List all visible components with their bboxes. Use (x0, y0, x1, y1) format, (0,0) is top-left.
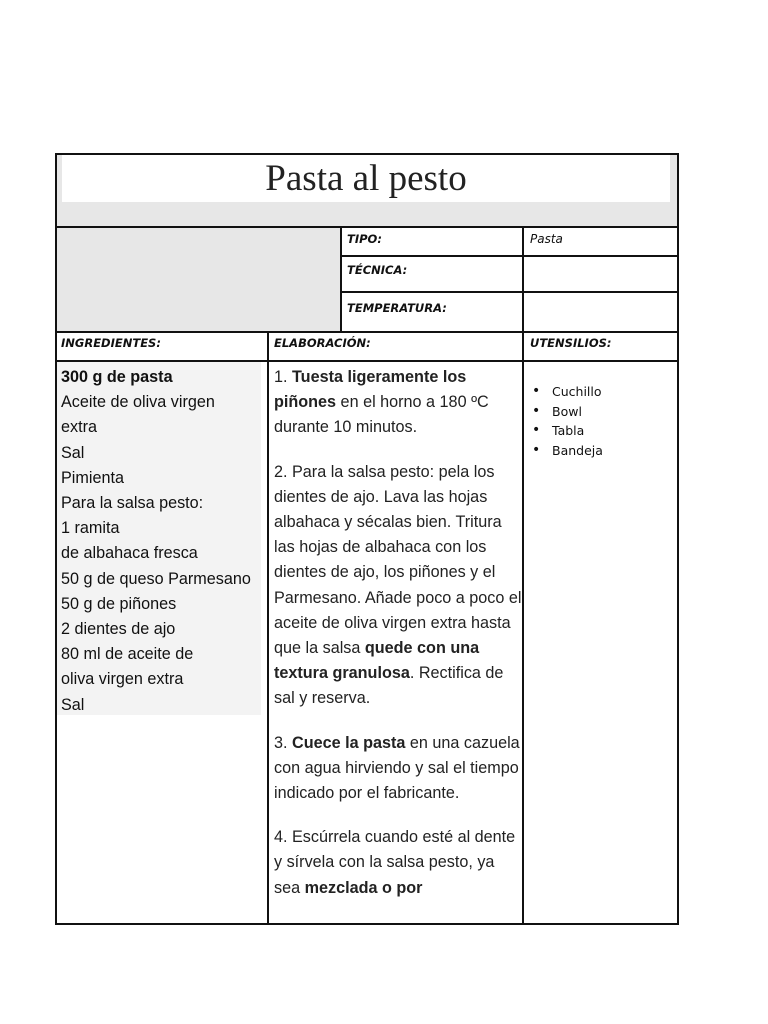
recipe-card (55, 153, 679, 925)
ingredient-item: 50 g de queso Parmesano (61, 569, 251, 588)
ingredient-item: oliva virgen extra (61, 670, 184, 689)
step-3-text: en una cazuela con agua hirviendo y sal el tiempo indicado por el fabricante. (274, 733, 520, 803)
utensil-item: • Cuchillo (532, 382, 672, 402)
step-3-emphasis: Cuece la pasta (292, 733, 406, 752)
step-4-text: 4. Escúrrela cuando esté al dente y sírvela con la salsa pesto, ya sea (274, 828, 516, 897)
step-3 (274, 731, 522, 807)
ingredient-item: 80 ml de aceite de (61, 645, 194, 664)
ingredientes-header: INGREDIENTES: (61, 336, 161, 350)
step-1-emphasis: Tuesta ligeramente los piñones (274, 368, 467, 412)
ingredient-item: de albahaca fresca (61, 544, 198, 563)
ingredient-item: 2 dientes de ajo (61, 620, 176, 639)
divider-tipo (341, 255, 679, 257)
border-bottom (55, 923, 679, 925)
ingredient-item: Sal (61, 695, 85, 714)
tecnica-label: TÉCNICA: (347, 263, 408, 277)
ingredient-item: 1 ramita (61, 519, 120, 538)
vline-utensils (522, 227, 524, 925)
step-2-text-end: . Rectifica de sal y reserva. (274, 664, 504, 708)
ingredient-item: Para la salsa pesto: (61, 494, 204, 513)
ingredient-item: Sal (61, 443, 85, 462)
ingredients-list (61, 365, 271, 718)
border-right (677, 153, 679, 925)
step-2-emphasis: quede con una textura granulosa (274, 639, 480, 683)
border-left (55, 153, 57, 925)
utensil-item: • Bandeja (532, 441, 672, 461)
elaboracion-header: ELABORACIÓN: (274, 336, 371, 350)
utensil-item: • Bowl (532, 402, 672, 422)
utensilios-header: UTENSILIOS: (530, 336, 612, 350)
divider-fields (55, 331, 679, 333)
tipo-value: Pasta (530, 232, 563, 246)
divider-headers (55, 360, 679, 362)
step-4-emphasis: mezclada o por (304, 878, 423, 897)
step-4 (274, 825, 522, 901)
divider-tecnica (341, 291, 679, 293)
utensils-list (532, 382, 672, 460)
temperatura-label: TEMPERATURA: (347, 301, 447, 315)
image-placeholder-block (55, 227, 342, 332)
step-1-text: en el horno a 180 ºC durante 10 minutos. (274, 393, 489, 437)
ingredient-item: 50 g de piñones (61, 594, 177, 613)
elaboration-steps (274, 365, 522, 923)
step-1-number: 1. (274, 368, 292, 386)
vline-fields-1 (340, 227, 342, 332)
ingredient-item: 300 g de pasta (61, 368, 173, 386)
ingredient-item: Pimienta (61, 468, 124, 487)
utensil-item: • Tabla (532, 421, 672, 441)
ingredient-item: extra (61, 418, 97, 437)
recipe-title: Pasta al pesto (62, 155, 670, 202)
step-1 (274, 365, 522, 441)
step-3-number: 3. (274, 733, 292, 752)
step-2-text: 2. Para la salsa pesto: pela los dientes de ajo. Lava las hojas albahaca y sécalas bien. Tritura las hojas de albahaca con los dientes de ajo, los piñones y el Parmesano. Añade poco a poco el aceite de oliva virgen extra hasta que la salsa (274, 462, 522, 658)
border-top (55, 153, 679, 155)
divider-title (55, 226, 679, 228)
tipo-label: TIPO: (347, 232, 382, 246)
step-2 (274, 460, 522, 712)
ingredient-item: Aceite de oliva virgen (61, 393, 215, 412)
